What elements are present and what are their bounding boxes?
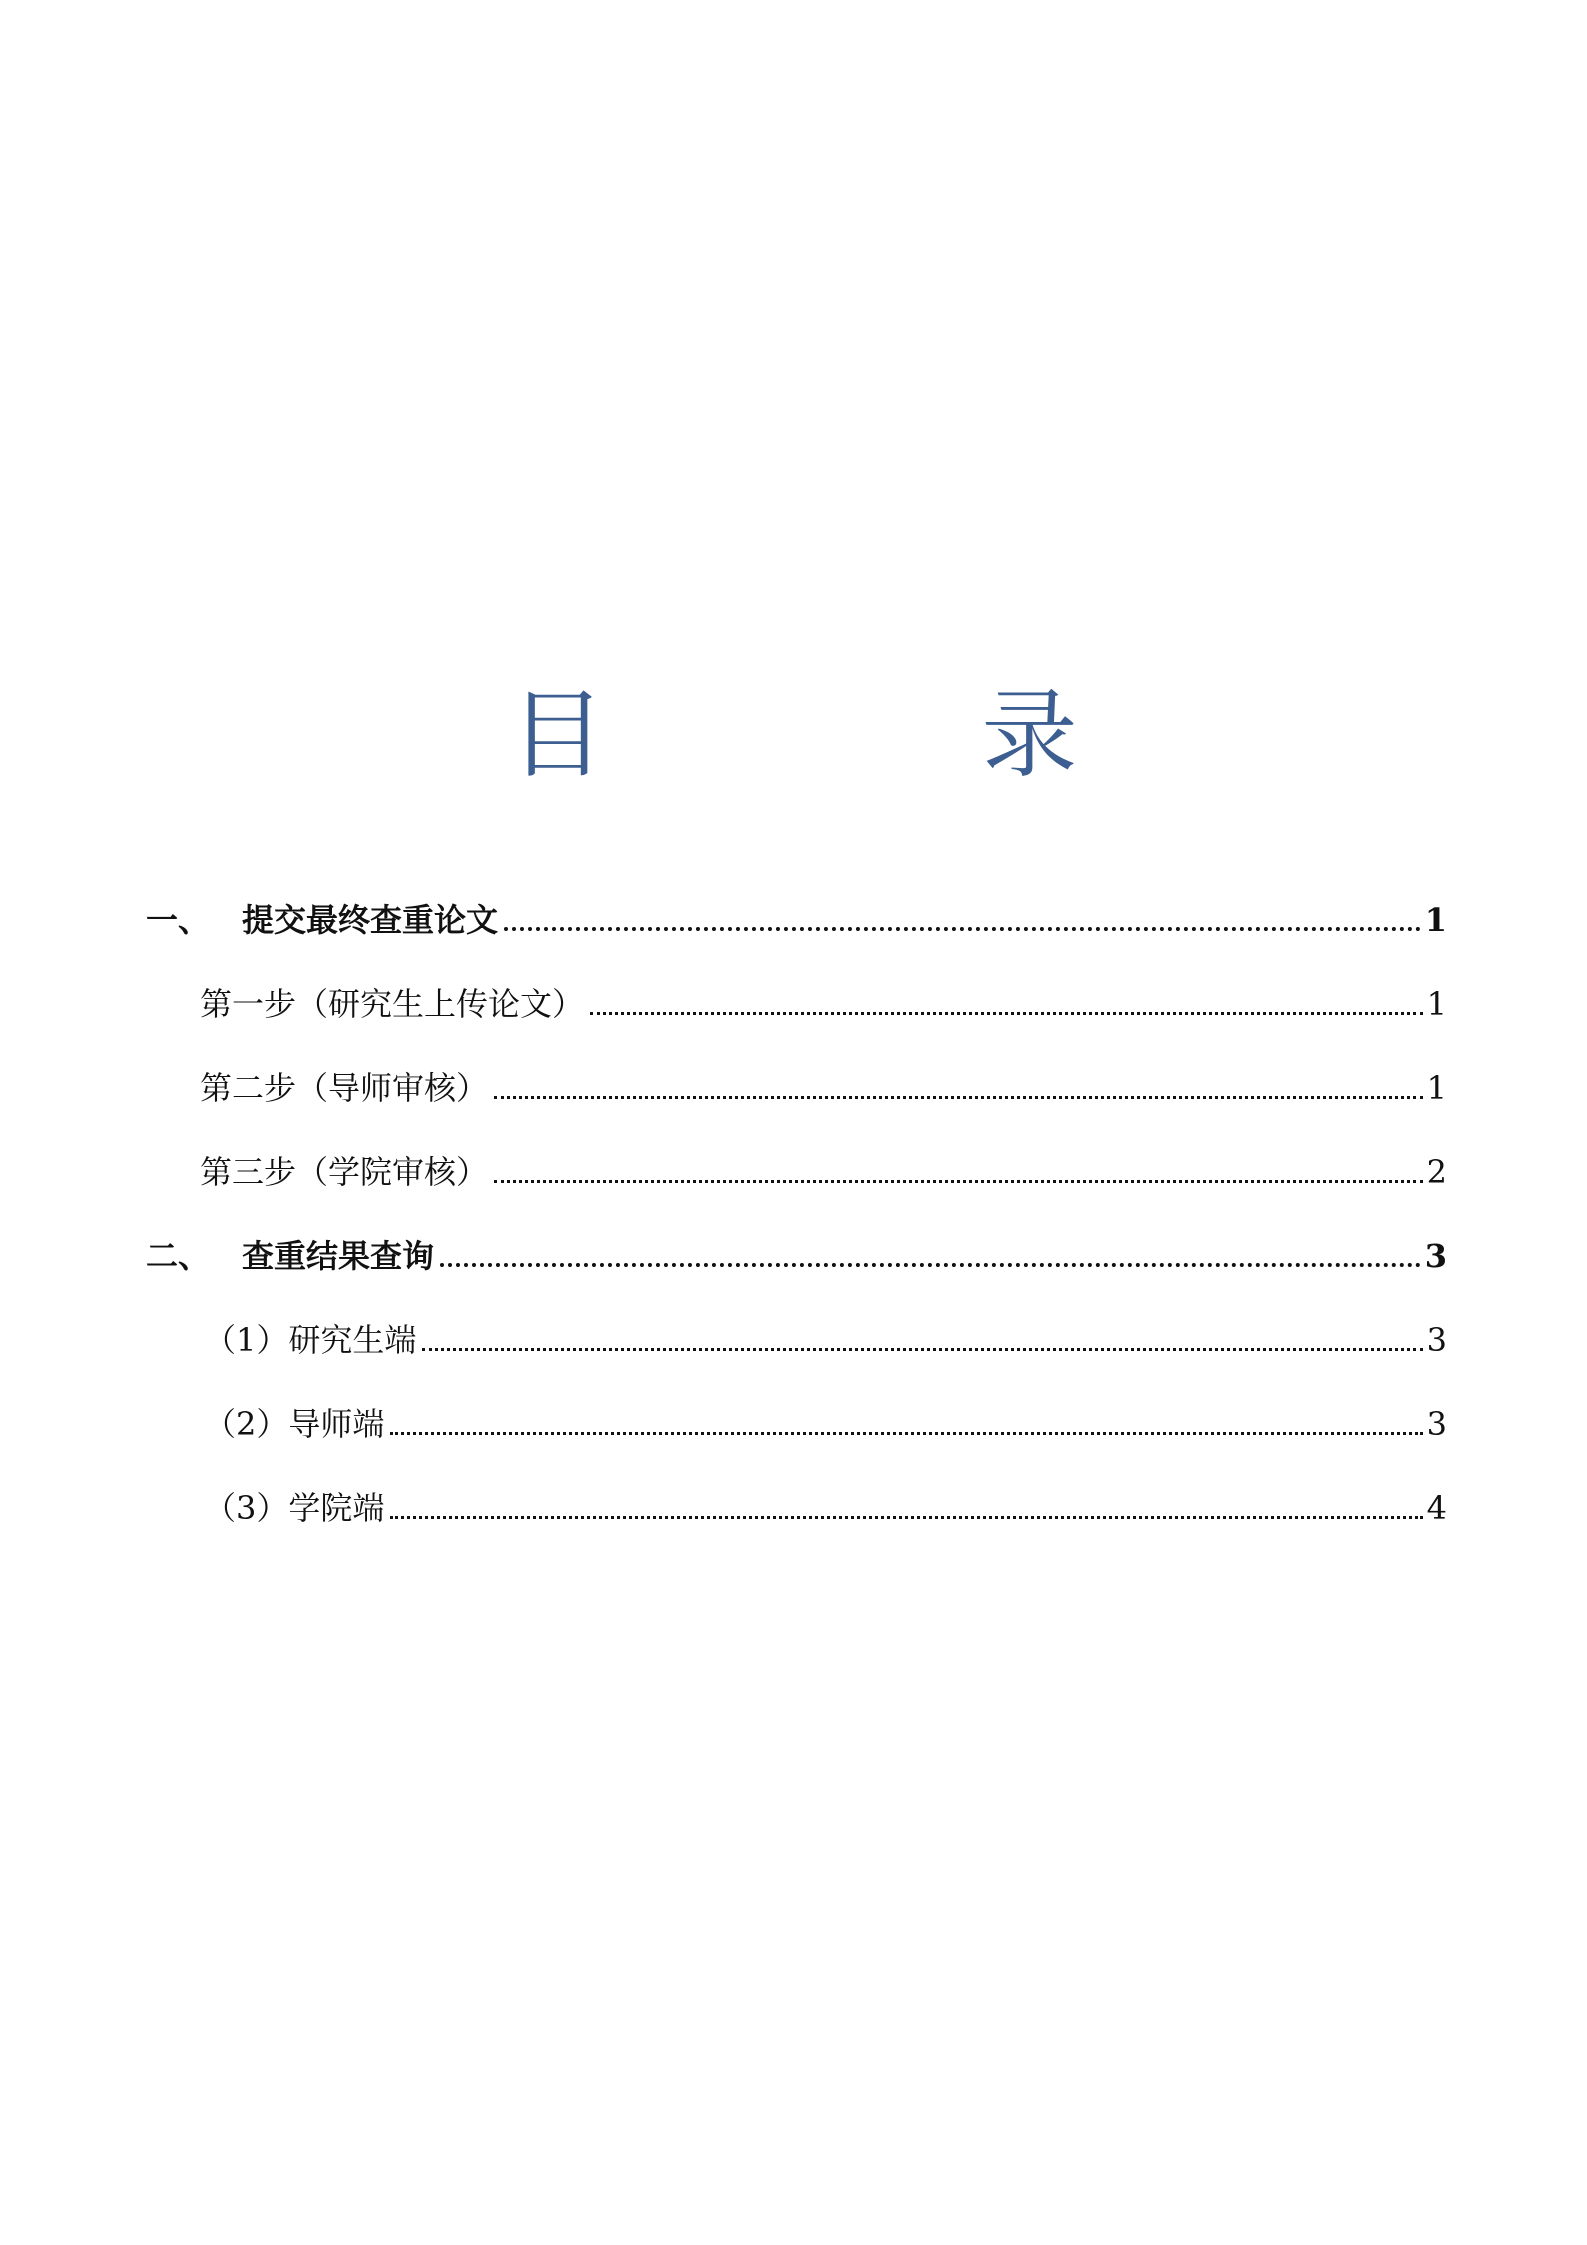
- toc-entry-text: （1）研究生端: [204, 1321, 417, 1359]
- toc-entry-section-1[interactable]: [146, 898, 1447, 942]
- toc-entry-step-3[interactable]: [200, 1150, 1447, 1194]
- toc-entry-college-side[interactable]: [204, 1486, 1447, 1530]
- toc-entry-section-2[interactable]: [146, 1234, 1447, 1278]
- toc-entry-number: 二、: [146, 1237, 211, 1275]
- toc-entry-text: 第一步（研究生上传论文）: [200, 985, 585, 1023]
- toc-entry-advisor-side[interactable]: [204, 1402, 1447, 1446]
- toc-dot-leader: [440, 1263, 1421, 1267]
- toc-entry-student-side[interactable]: [204, 1318, 1447, 1362]
- toc-dot-leader: [494, 1096, 1423, 1099]
- toc-dot-leader: [504, 927, 1421, 931]
- toc-entry-page: 1: [1424, 901, 1447, 939]
- toc-entry-text: 提交最终查重论文: [242, 901, 499, 939]
- toc-dot-leader: [590, 1012, 1423, 1015]
- toc-entry-text: 查重结果查询: [242, 1237, 435, 1275]
- toc-entry-page: 1: [1426, 1069, 1447, 1107]
- toc-entry-number: 一、: [146, 901, 211, 939]
- toc-entry-text: （3）学院端: [204, 1489, 385, 1527]
- toc-entry-text: （2）导师端: [204, 1405, 385, 1443]
- toc-entry-page: 4: [1426, 1489, 1447, 1527]
- toc-dot-leader: [390, 1516, 1422, 1519]
- toc-entry-page: 3: [1424, 1237, 1447, 1275]
- toc-entry-page: 1: [1426, 985, 1447, 1023]
- toc-dot-leader: [494, 1180, 1423, 1183]
- toc-dot-leader: [422, 1348, 1422, 1351]
- toc-entry-page: 2: [1426, 1153, 1447, 1191]
- toc-entry-text: 第二步（导师审核）: [200, 1069, 489, 1107]
- toc-dot-leader: [390, 1432, 1422, 1435]
- toc-entry-page: 3: [1426, 1405, 1447, 1443]
- toc-entry-step-1[interactable]: [200, 982, 1447, 1026]
- toc-entry-page: 3: [1426, 1321, 1447, 1359]
- toc-entry-text: 第三步（学院审核）: [200, 1153, 489, 1191]
- toc-title: 目 录: [509, 679, 1218, 791]
- toc-entry-step-2[interactable]: [200, 1066, 1447, 1110]
